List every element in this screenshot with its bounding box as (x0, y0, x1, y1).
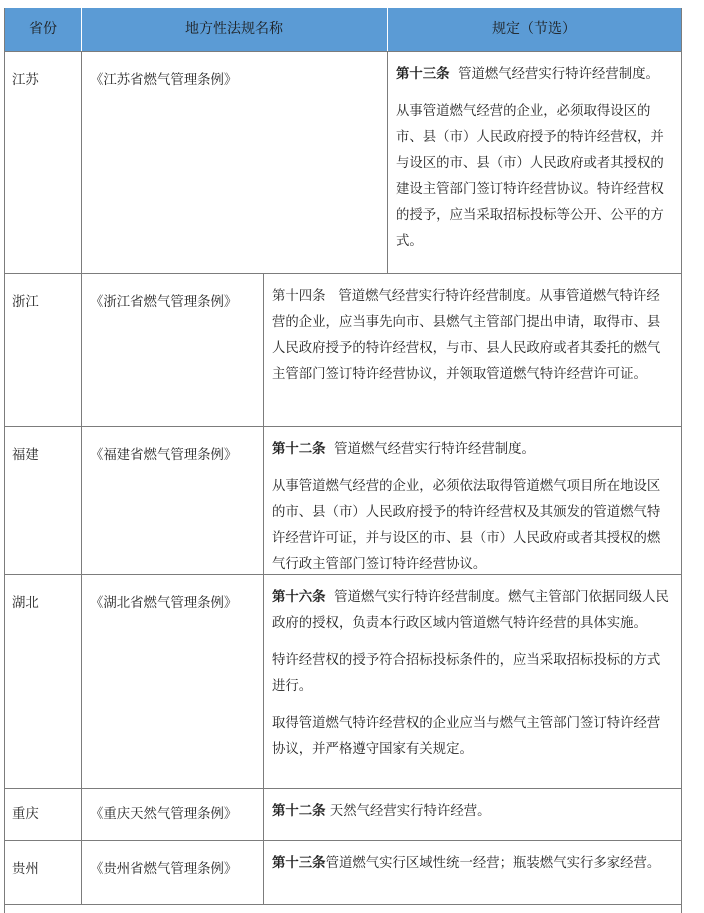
regulation-excerpt-cell (263, 427, 681, 574)
table-row-guizhou (5, 840, 681, 904)
article-paragraph: 特许经营权的授予符合招标投标条件的，应当采取招标投标的方式进行。 (272, 653, 661, 694)
province-cell: 重庆 (12, 807, 39, 822)
article-text: 天然气经营实行特许经营。 (329, 804, 491, 819)
article-paragraph: 取得管道燃气特许经营权的企业应当与燃气主管部门签订特许经营协议，并严格遵守国家有关规定。 (272, 716, 661, 757)
article-paragraph (272, 284, 673, 388)
article-number: 第十四条 (272, 289, 326, 304)
regulation-name-cell: 《贵州省燃气管理条例》 (81, 841, 263, 904)
table-row-chongqing (5, 788, 681, 840)
regulation-name-cell: 《江苏省燃气管理条例》 (81, 52, 387, 273)
header-regulation-excerpt: 规定（节选） (492, 21, 576, 37)
regulation-name-cell: 《重庆天然气管理条例》 (81, 789, 263, 840)
article-text: 管道燃气经营实行特许经营制度。 (458, 67, 659, 82)
article-paragraph (272, 799, 673, 825)
header-regulation-name: 地方性法规名称 (185, 21, 283, 37)
province-cell: 江苏 (12, 73, 39, 88)
article-paragraph: 从事管道燃气经营的企业，必须取得设区的市、县（市）人民政府授予的特许经营权，并与设区的市、县（市）人民政府或者其授权的建设主管部门签订特许经营协议。特许经营权的授予，应当采取招标投标等公开、公平的方式。 (396, 104, 664, 249)
regulation-excerpt-cell (387, 52, 681, 273)
table-row-jiangsu (5, 51, 681, 273)
regulation-name-cell: 《福建省燃气管理条例》 (81, 427, 263, 574)
regulation-excerpt-cell (263, 575, 681, 788)
regulation-excerpt-cell (263, 789, 681, 840)
article-paragraph (396, 62, 673, 88)
regulation-table (4, 8, 682, 913)
article-number: 第十三条 (272, 856, 326, 871)
header-province: 省份 (29, 21, 57, 37)
article-paragraph: 从事管道燃气经营的企业，必须依法取得管道燃气项目所在地设区的市、县（市）人民政府授予的特许经营权及其颁发的管道燃气特许经营许可证，并与设区的市、县（市）人民政府或者其授权的燃气行政主管部门签订特许经营协议。 (272, 479, 661, 572)
article-paragraph (272, 585, 673, 637)
province-cell: 浙江 (12, 295, 39, 310)
regulation-name-cell: 《湖北省燃气管理条例》 (81, 575, 263, 788)
table-row-fujian (5, 426, 681, 574)
province-cell: 贵州 (12, 862, 39, 877)
regulation-excerpt-cell (263, 274, 681, 426)
article-number: 第十三条 (396, 67, 450, 82)
regulation-table-wrapper (4, 8, 680, 913)
article-number: 第十二条 (272, 804, 326, 819)
regulation-name-cell: 《浙江省燃气管理条例》 (81, 274, 263, 426)
table-row-zhejiang (5, 273, 681, 426)
regulation-excerpt-cell (263, 841, 681, 904)
article-text: 管道燃气经营实行特许经营制度。 (334, 442, 535, 457)
article-text: 管道燃气实行特许经营制度。燃气主管部门依据同级人民政府的授权，负责本行政区域内管道燃气特许经营的具体实施。 (272, 590, 669, 631)
province-cell: 湖北 (12, 596, 39, 611)
article-number: 第十二条 (272, 442, 326, 457)
table-header (5, 8, 681, 51)
table-row-hubei (5, 574, 681, 788)
article-paragraph (272, 851, 673, 877)
province-cell: 福建 (12, 448, 39, 463)
article-text: 管道燃气经营实行特许经营制度。从事管道燃气特许经营的企业，应当事先向市、县燃气主管部门提出申请，取得市、县人民政府授予的特许经营权，与市、县人民政府或者其委托的燃气主管部门签订特许经营协议，并领取管道燃气特许经营许可证。 (272, 289, 661, 382)
article-number: 第十六条 (272, 590, 326, 605)
article-text: 管道燃气实行区域性统一经营；瓶装燃气实行多家经营。 (325, 856, 661, 871)
article-paragraph (272, 437, 673, 463)
